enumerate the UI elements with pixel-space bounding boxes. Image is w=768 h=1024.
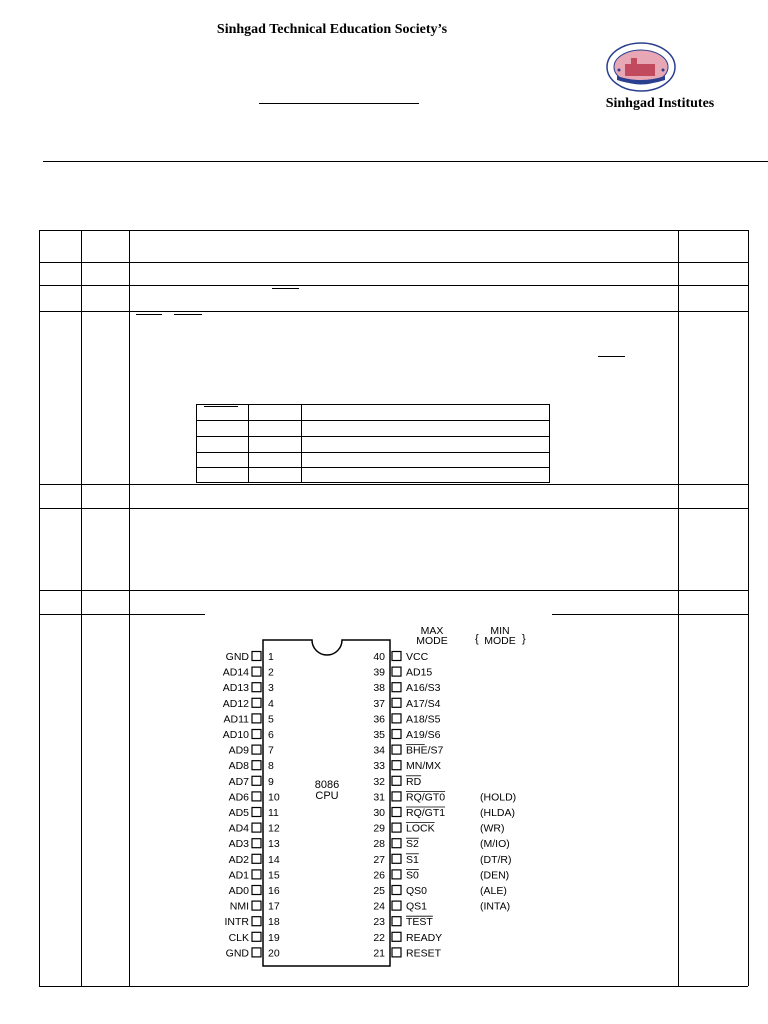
- pin-label-right: QS0: [406, 885, 428, 897]
- title-underline: [259, 103, 419, 104]
- pin-number-left: 15: [268, 869, 280, 882]
- pin-number-left: 18: [268, 916, 280, 929]
- pin-box: [252, 823, 261, 832]
- pin-box: [252, 948, 261, 957]
- pin-label-right: S2: [406, 838, 419, 851]
- pin-box: [392, 698, 401, 707]
- chip-name: 8086: [314, 779, 340, 791]
- pin-number-left: 5: [268, 713, 274, 726]
- pin-box: [252, 714, 261, 723]
- pin-label-left: AD12: [222, 697, 249, 710]
- table-row-divider: [39, 590, 748, 591]
- table-row-divider: [39, 311, 748, 312]
- pin-number-right: 35: [373, 729, 385, 741]
- pin-box: [392, 683, 401, 692]
- pin-label-right: S0: [406, 869, 419, 882]
- pin-number-left: 1: [268, 651, 274, 663]
- pin-number-left: 11: [268, 807, 279, 819]
- pin-box: [252, 683, 261, 692]
- pin-label-right: BHE/S7: [406, 744, 444, 757]
- pin-number-left: 4: [268, 697, 274, 710]
- pin-box: [392, 823, 401, 832]
- pin-number-right: 38: [373, 682, 385, 695]
- pin-box: [392, 886, 401, 895]
- min-mode-label: MIN: [490, 625, 510, 637]
- pin-number-right: 21: [373, 947, 385, 960]
- pin-box: [392, 917, 401, 926]
- pin-number-left: 13: [268, 838, 280, 851]
- pin-box: [392, 730, 401, 739]
- pin-box: [392, 776, 401, 785]
- pin-label-left: AD13: [222, 682, 249, 695]
- pin-label-left: AD5: [228, 807, 249, 819]
- pin-number-right: 22: [373, 931, 385, 944]
- max-mode-label: MAX: [420, 625, 444, 637]
- pin-label-right: LOCK: [406, 822, 435, 835]
- pin-box: [252, 667, 261, 676]
- pin-number-left: 8: [268, 760, 274, 773]
- pin-number-right: 32: [373, 775, 385, 788]
- pin-box: [392, 652, 401, 661]
- header-rule: [43, 161, 768, 162]
- pin-label-right: AD15: [406, 666, 433, 679]
- pin-box: [392, 870, 401, 879]
- pin-label-left: AD6: [228, 791, 249, 804]
- pin-label-left: CLK: [228, 931, 249, 944]
- pin-number-left: 12: [268, 822, 280, 835]
- pin-label-left: AD7: [228, 775, 249, 788]
- pin-box: [252, 839, 261, 848]
- pin-number-right: 39: [373, 666, 385, 679]
- pin-number-left: 10: [268, 791, 280, 804]
- overline-mark: [272, 288, 299, 289]
- pin-box: [252, 776, 261, 785]
- pin-label-right: RESET: [406, 947, 442, 960]
- pin-min-mode-label: (M/IO): [480, 838, 510, 851]
- pin-label-left: AD8: [228, 760, 249, 773]
- table-row-divider: [39, 285, 748, 286]
- pin-number-left: 20: [268, 947, 280, 960]
- institute-logo: [605, 40, 677, 94]
- pin-box: [392, 667, 401, 676]
- pin-number-right: 23: [373, 916, 385, 929]
- pin-box: [252, 792, 261, 801]
- brace-right: }: [522, 633, 526, 645]
- pin-number-left: 17: [268, 900, 280, 913]
- pin-label-left: AD1: [228, 869, 249, 882]
- overline-mark: [136, 314, 162, 315]
- pin-label-right: RD: [406, 775, 422, 788]
- pin-number-right: 26: [373, 869, 385, 882]
- overline-mark: [598, 356, 625, 357]
- table-row-divider: [39, 484, 748, 485]
- inner-table: [196, 404, 550, 483]
- table-col-border: [748, 230, 749, 986]
- pin-label-left: AD0: [228, 885, 249, 897]
- pin-box: [252, 870, 261, 879]
- min-mode-label-2: MODE: [484, 635, 516, 647]
- pin-number-right: 24: [373, 900, 385, 913]
- pin-label-right: A16/S3: [406, 682, 441, 695]
- pin-label-right: VCC: [406, 651, 429, 663]
- chip-pinout-diagram: [200, 616, 540, 972]
- pin-box: [252, 901, 261, 910]
- pin-number-right: 36: [373, 713, 385, 726]
- pin-box: [252, 730, 261, 739]
- pin-label-left: AD10: [222, 729, 249, 741]
- pin-label-right: A17/S4: [406, 697, 441, 710]
- pin-number-left: 7: [268, 744, 274, 757]
- brace-left: {: [475, 633, 479, 645]
- pin-label-right: S1: [406, 853, 419, 866]
- table-col-border: [678, 230, 679, 986]
- pin-label-left: INTR: [224, 916, 249, 929]
- chip-body: [263, 640, 390, 966]
- pin-box: [252, 854, 261, 863]
- pin-box: [392, 761, 401, 770]
- pin-number-left: 3: [268, 682, 274, 695]
- pin-number-right: 40: [373, 651, 385, 663]
- pin-number-left: 19: [268, 931, 280, 944]
- pin-label-left: AD3: [228, 838, 249, 851]
- pin-box: [252, 886, 261, 895]
- pin-number-left: 6: [268, 729, 274, 741]
- table-row-divider: [39, 262, 748, 263]
- table-bottom-border: [39, 986, 748, 987]
- pin-label-right: MN/MX: [406, 760, 441, 773]
- pin-number-left: 16: [268, 885, 280, 897]
- table-row-divider: [39, 508, 748, 509]
- table-col-border: [129, 230, 130, 986]
- pin-box: [392, 745, 401, 754]
- pin-box: [252, 761, 261, 770]
- pin-label-right: A18/S5: [406, 713, 441, 726]
- pin-box: [392, 839, 401, 848]
- pin-number-left: 14: [268, 853, 280, 866]
- pin-label-left: GND: [225, 947, 249, 960]
- overline-mark: [174, 314, 202, 315]
- pin-number-right: 37: [373, 697, 385, 710]
- pin-number-right: 28: [373, 838, 385, 851]
- pin-min-mode-label: (WR): [480, 822, 505, 835]
- pin-label-left: AD11: [223, 713, 249, 726]
- pin-label-right: QS1: [406, 900, 428, 913]
- pin-number-left: 9: [268, 775, 274, 788]
- pin-number-right: 34: [373, 744, 385, 757]
- max-mode-label-2: MODE: [416, 635, 448, 647]
- pin-min-mode-label: (ALE): [480, 885, 507, 897]
- pin-min-mode-label: (HOLD): [480, 791, 517, 804]
- chip-subname: CPU: [315, 790, 339, 802]
- pin-number-right: 27: [373, 853, 385, 866]
- pin-min-mode-label: (INTA): [480, 900, 511, 913]
- pin-box: [252, 917, 261, 926]
- society-name: Sinhgad Technical Education Society’s: [216, 22, 448, 37]
- pin-label-left: AD9: [228, 744, 249, 757]
- pin-label-right: RQ/GT1: [406, 807, 446, 819]
- pin-box: [392, 792, 401, 801]
- pin-box: [252, 745, 261, 754]
- table-top-border: [39, 230, 748, 231]
- pin-box: [392, 948, 401, 957]
- pin-label-left: AD4: [228, 822, 249, 835]
- pin-box: [252, 808, 261, 817]
- pin-min-mode-label: (DT/R): [480, 853, 512, 866]
- pin-box: [252, 932, 261, 941]
- pin-label-left: AD2: [228, 853, 249, 866]
- pin-label-right: READY: [406, 931, 443, 944]
- pin-label-left: NMI: [229, 900, 249, 913]
- pin-number-right: 31: [373, 791, 385, 804]
- pin-box: [252, 698, 261, 707]
- pin-number-right: 25: [373, 885, 385, 897]
- table-col-border: [39, 230, 40, 986]
- pin-number-right: 29: [373, 822, 385, 835]
- pin-min-mode-label: (HLDA): [480, 807, 516, 819]
- pin-number-right: 33: [373, 760, 385, 773]
- pin-label-left: AD14: [222, 666, 249, 679]
- table-col-border: [81, 230, 82, 986]
- pin-number-left: 2: [268, 666, 274, 679]
- pin-label-right: A19/S6: [406, 729, 441, 741]
- pin-number-right: 30: [373, 807, 385, 819]
- pin-label-left: GND: [225, 651, 249, 663]
- pin-min-mode-label: (DEN): [480, 869, 510, 882]
- pin-box: [392, 932, 401, 941]
- pin-box: [392, 854, 401, 863]
- pin-label-right: RQ/GT0: [406, 791, 446, 804]
- pin-box: [392, 714, 401, 723]
- pin-box: [392, 901, 401, 910]
- pin-box: [392, 808, 401, 817]
- pin-label-right: TEST: [406, 916, 433, 929]
- pin-box: [252, 652, 261, 661]
- institute-name: Sinhgad Institutes: [605, 96, 715, 111]
